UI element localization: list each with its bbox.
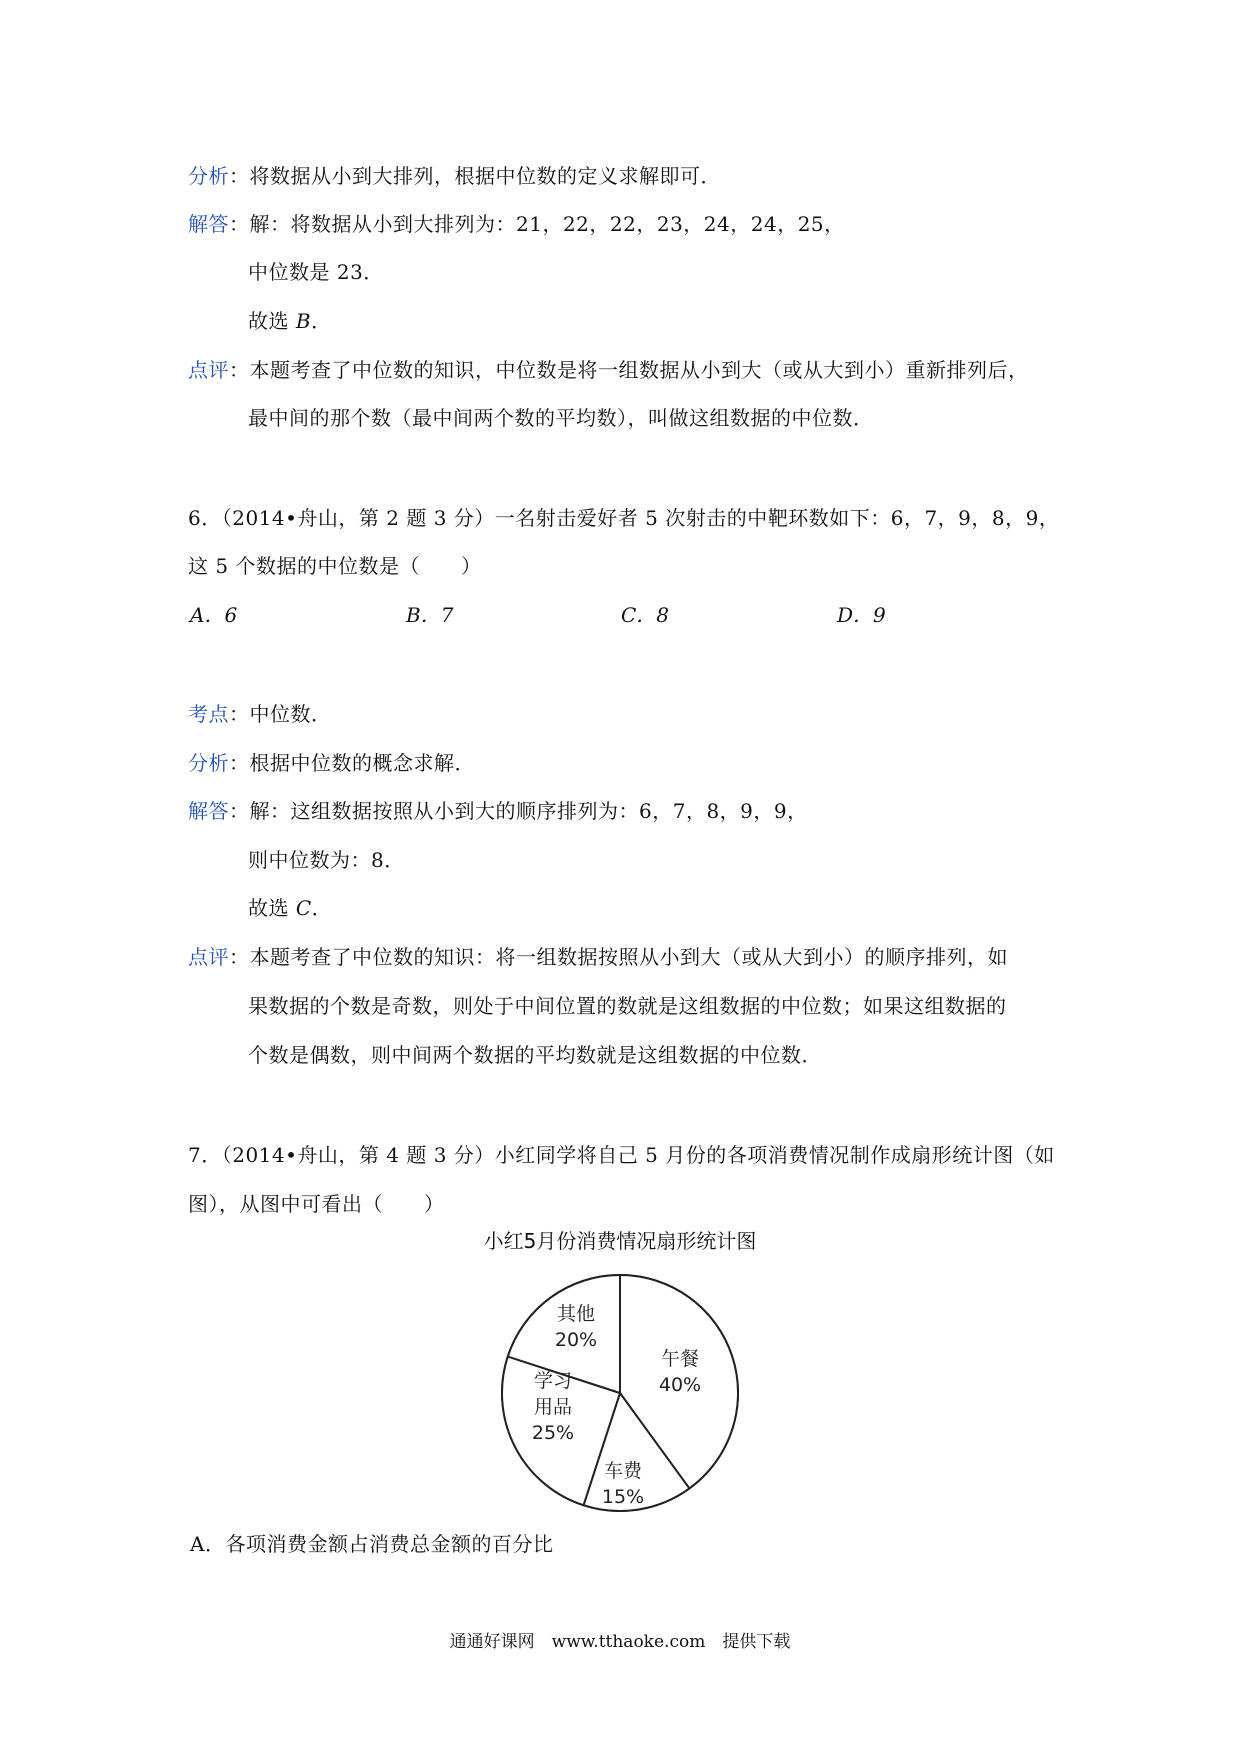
choice-letter: C bbox=[295, 896, 312, 920]
page-footer: 通通好课网 www.tthaoke.com 提供下载 bbox=[449, 1632, 791, 1652]
q6-answer-line-2: 则中位数为：8． bbox=[248, 848, 405, 872]
pie-label-line: 其他 bbox=[556, 1303, 596, 1325]
q5-answer-line-1 bbox=[188, 210, 845, 238]
q5-answer-line-3 bbox=[248, 307, 332, 335]
pie-label-line: 40% bbox=[658, 1374, 702, 1396]
choice-suffix: ． bbox=[311, 896, 333, 920]
analysis-tag: 分析 bbox=[188, 164, 229, 188]
q7-stem-line-1: 7．（2014•舟山，第 4 题 3 分）小红同学将自己 5 月份的各项消费情况制作成扇形统计图（如 bbox=[188, 1143, 1055, 1167]
q6-comment-line-1 bbox=[188, 943, 1008, 971]
choice-prefix: 故选 bbox=[248, 309, 296, 333]
q6-answer-line-1 bbox=[188, 797, 808, 825]
choice-letter: B bbox=[295, 309, 312, 333]
point-text: ：中位数． bbox=[229, 702, 332, 726]
pie-label-line: 用品 bbox=[533, 1396, 573, 1418]
q6-option-b: B．7 bbox=[406, 603, 454, 627]
q7-option-a: A．各项消费金额占消费总金额的百分比 bbox=[190, 1532, 554, 1556]
q6-stem-line-2: 这 5 个数据的中位数是（ ） bbox=[188, 554, 482, 578]
pie-chart bbox=[440, 1228, 800, 1548]
q5-comment-line-2: 最中间的那个数（最中间两个数的平均数），叫做这组数据的中位数． bbox=[248, 406, 874, 430]
comment-tag: 点评 bbox=[188, 358, 229, 382]
pie-label-line: 学习 bbox=[533, 1370, 573, 1392]
analysis-tag: 分析 bbox=[188, 751, 229, 775]
comment-text: ：本题考查了中位数的知识，中位数是将一组数据从小到大（或从大到小）重新排列后， bbox=[229, 358, 1029, 382]
comment-text: ：本题考查了中位数的知识：将一组数据按照从小到大（或从大到小）的顺序排列，如 bbox=[229, 945, 1008, 969]
answer-text: ：解：这组数据按照从小到大的顺序排列为：6，7，8，9，9， bbox=[229, 799, 808, 823]
comment-tag: 点评 bbox=[188, 945, 229, 969]
answer-tag: 解答 bbox=[188, 799, 229, 823]
q6-comment-line-3: 个数是偶数，则中间两个数据的平均数就是这组数据的中位数． bbox=[248, 1043, 822, 1067]
q5-answer-line-2: 中位数是 23． bbox=[248, 260, 384, 284]
pie-label-line: 车费 bbox=[603, 1460, 643, 1482]
pie-label-line: 15% bbox=[601, 1486, 645, 1508]
q6-analysis bbox=[188, 749, 475, 777]
answer-text: ：解：将数据从小到大排列为：21，22，22，23，24，24，25， bbox=[229, 212, 845, 236]
point-tag: 考点 bbox=[188, 702, 229, 726]
pie-label-line: 午餐 bbox=[660, 1348, 700, 1370]
q7-stem-line-2: 图），从图中可看出（ ） bbox=[188, 1192, 445, 1216]
q6-stem-line-1: 6．（2014•舟山，第 2 题 3 分）一名射击爱好者 5 次射击的中靶环数如下：6，7，9，8，9， bbox=[188, 506, 1060, 530]
q6-comment-line-2: 果数据的个数是奇数，则处于中间位置的数就是这组数据的中位数；如果这组数据的 bbox=[248, 994, 1007, 1018]
analysis-text: ：将数据从小到大排列，根据中位数的定义求解即可． bbox=[229, 164, 721, 188]
pie-label-2 bbox=[532, 1370, 574, 1444]
analysis-text: ：根据中位数的概念求解． bbox=[229, 751, 475, 775]
choice-prefix: 故选 bbox=[248, 896, 296, 920]
chart-title: 小红5月份消费情况扇形统计图 bbox=[483, 1229, 757, 1253]
choice-suffix: ． bbox=[311, 309, 332, 333]
answer-tag: 解答 bbox=[188, 212, 229, 236]
q6-point bbox=[188, 700, 332, 728]
q6-option-a: A．6 bbox=[190, 603, 238, 627]
pie-label-line: 25% bbox=[531, 1422, 575, 1444]
q6-option-c: C．8 bbox=[621, 603, 670, 627]
q6-answer-line-3 bbox=[248, 894, 332, 922]
q5-comment-line-1 bbox=[188, 356, 1029, 384]
pie-svg bbox=[440, 1258, 800, 1548]
pie-label-line: 20% bbox=[554, 1329, 598, 1351]
q6-option-d: D．9 bbox=[837, 603, 886, 627]
q5-analysis bbox=[188, 162, 721, 190]
